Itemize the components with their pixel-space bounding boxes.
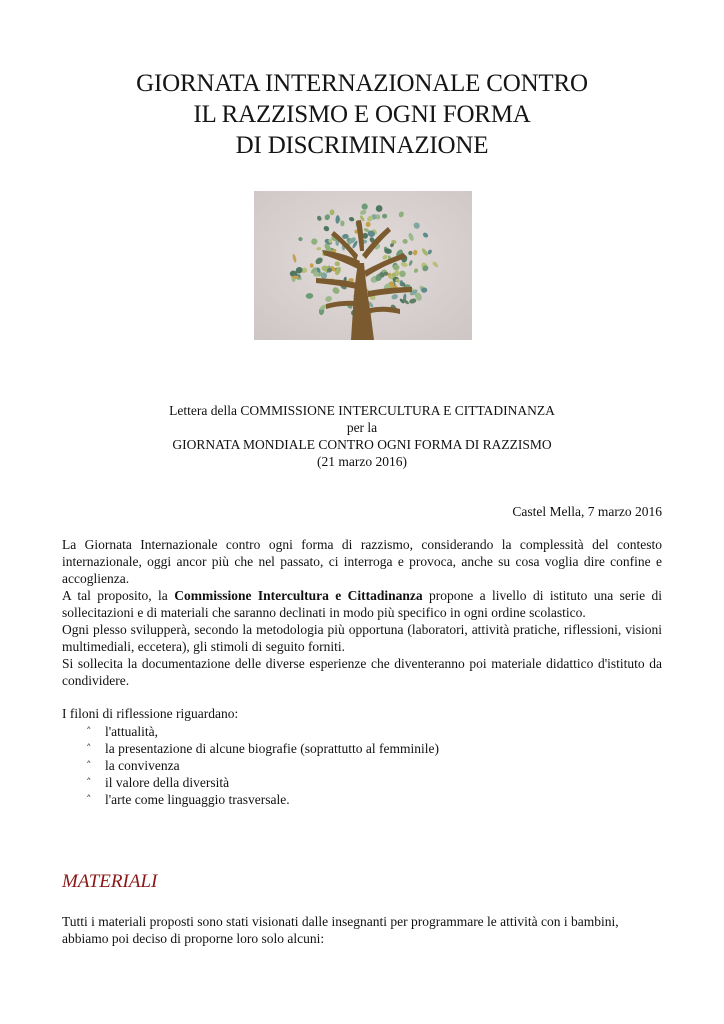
list-item: ˄ la convivenza [86,758,180,773]
document-title [0,68,724,161]
letter-intro [62,402,662,470]
list-item: ˄ il valore della diversità [86,775,230,790]
arrowhead-bullet-icon: ˄ [86,793,92,806]
paragraph-1: La Giornata Internazionale contro ogni forma di razzismo, considerando la complessità del contesto internazionale, oggi ancor più che nel passato, ci interroga e provoca, anche su cosa voglia dire confine e accoglienza. [62,537,662,586]
reflection-threads [62,705,662,808]
commission-name: Commissione Intercultura e Cittadinanza [174,588,423,603]
place-date: Castel Mella, 7 marzo 2016 [512,504,662,519]
intro-line-2: per la [346,420,378,435]
arrowhead-bullet-icon: ˄ [86,725,92,738]
title-line-2: IL RAZZISMO E OGNI FORMA [193,101,531,128]
materials-line-1: Tutti i materiali proposti sono stati visionati dalle insegnanti per programmare le attività con i bambini, [62,914,619,929]
intro-line-4: (21 marzo 2016) [317,454,407,469]
threads-list [62,723,662,808]
intro-line-3: GIORNATA MONDIALE CONTRO OGNI FORMA DI RAZZISMO [172,437,552,452]
title-line-1: GIORNATA INTERNAZIONALE CONTRO [136,70,588,97]
arrowhead-bullet-icon: ˄ [86,759,92,772]
intro-line-1: Lettera della COMMISSIONE INTERCULTURA E CITTADINANZA [169,403,555,418]
title-line-3: DI DISCRIMINAZIONE [235,132,489,159]
paragraph-3: Ogni plesso svilupperà, secondo la metodologia più opportuna (laboratori, attività pratiche, riflessioni, visioni multimediali, eccetera), gli stimoli di seguito forniti. [62,622,662,654]
list-item: ˄ l'arte come linguaggio trasversale. [86,792,290,807]
paragraph-4: Si sollecita la documentazione delle diverse esperienze che diventeranno poi materiale didattico d'istituto da condividere. [62,656,662,688]
arrowhead-bullet-icon: ˄ [86,742,92,755]
threads-intro: I filoni di riflessione riguardano: [62,706,239,721]
paragraph-2-end: propone a livello di istituto una serie di sollecitazioni e di materiali che saranno declinati in modo più specifico in ogni ordine scolastico. [62,588,662,620]
paragraph-2 [62,587,662,621]
paragraph-2-start: A tal proposito, la [62,588,175,603]
section-heading-materiali: MATERIALI [62,871,158,892]
tree-illustration-icon [254,191,472,340]
letter-body [62,536,662,689]
materials-text [62,913,662,947]
list-item: ˄ l'attualità, [86,724,159,739]
list-item: ˄ la presentazione di alcune biografie (soprattutto al femminile) [86,741,439,756]
arrowhead-bullet-icon: ˄ [86,776,92,789]
tree-illustration [254,191,472,340]
materials-line-2: abbiamo poi deciso di proporne loro solo alcuni: [62,931,325,946]
